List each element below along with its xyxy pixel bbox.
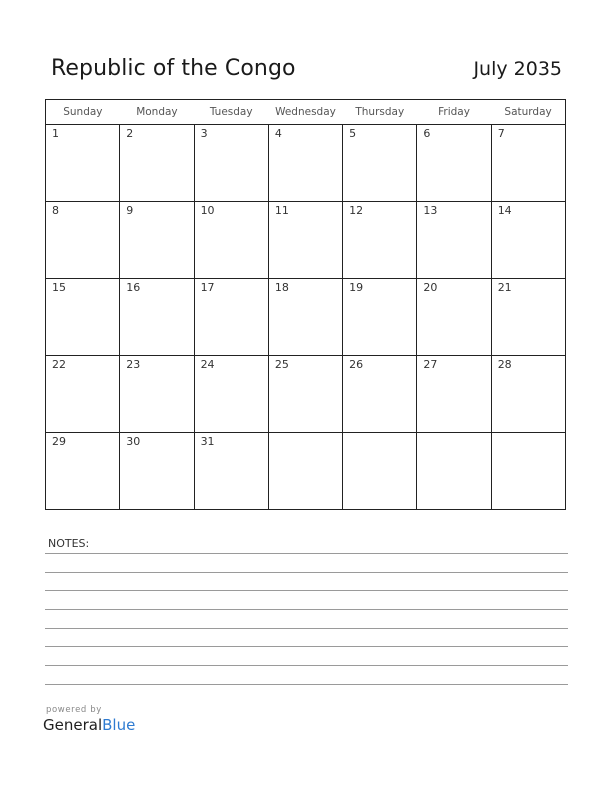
notes-label: NOTES: xyxy=(48,537,90,550)
day-cell xyxy=(120,202,194,279)
day-number: 14 xyxy=(497,204,512,217)
day-cell xyxy=(417,125,491,202)
day-number: 11 xyxy=(274,204,289,217)
day-cell xyxy=(46,125,120,202)
day-cell xyxy=(46,202,120,279)
weekday-sunday: Sunday xyxy=(46,100,120,125)
week-row xyxy=(46,356,566,433)
day-number: 17 xyxy=(200,281,215,294)
note-line xyxy=(45,628,568,629)
day-cell xyxy=(491,433,565,510)
week-row xyxy=(46,202,566,279)
day-cell xyxy=(46,279,120,356)
day-number: 13 xyxy=(423,204,438,217)
day-cell xyxy=(46,433,120,510)
day-cell xyxy=(194,202,268,279)
day-number: 1 xyxy=(52,127,59,140)
day-number: 20 xyxy=(423,281,438,294)
day-cell xyxy=(120,125,194,202)
day-number: 5 xyxy=(349,127,357,140)
day-number: 8 xyxy=(52,204,59,217)
day-number: 3 xyxy=(200,127,208,140)
day-cell xyxy=(343,202,417,279)
generalblue-logo xyxy=(43,716,135,734)
note-line xyxy=(45,609,568,610)
day-cell xyxy=(491,356,565,433)
day-cell xyxy=(491,202,565,279)
weekday-wednesday: Wednesday xyxy=(268,100,342,125)
day-number: 29 xyxy=(52,435,66,448)
weekday-friday: Friday xyxy=(417,100,491,125)
day-cell xyxy=(268,202,342,279)
day-number: 10 xyxy=(200,204,215,217)
day-cell xyxy=(491,279,565,356)
note-line xyxy=(45,572,568,573)
note-line xyxy=(45,590,568,591)
day-number: 31 xyxy=(200,435,215,448)
day-cell xyxy=(194,279,268,356)
day-number: 22 xyxy=(52,358,66,371)
day-number xyxy=(343,433,416,435)
day-number: 16 xyxy=(126,281,141,294)
note-line xyxy=(45,665,568,666)
day-number: 2 xyxy=(126,127,134,140)
week-row xyxy=(46,279,566,356)
day-cell xyxy=(268,433,342,510)
brand-blue: Blue xyxy=(102,716,136,734)
week-row xyxy=(46,125,566,202)
weekday-thursday: Thursday xyxy=(343,100,417,125)
note-line xyxy=(45,646,568,647)
day-cell xyxy=(417,279,491,356)
day-number: 25 xyxy=(274,358,289,371)
day-cell xyxy=(120,279,194,356)
day-cell xyxy=(120,356,194,433)
day-number: 28 xyxy=(497,358,512,371)
weekday-header-row xyxy=(46,100,566,125)
day-cell xyxy=(194,433,268,510)
day-cell xyxy=(268,356,342,433)
weekday-monday: Monday xyxy=(120,100,194,125)
weekday-tuesday: Tuesday xyxy=(194,100,268,125)
day-cell xyxy=(120,433,194,510)
brand-general: General xyxy=(43,716,103,734)
week-row xyxy=(46,433,566,510)
day-number xyxy=(492,433,565,435)
day-cell xyxy=(194,356,268,433)
day-number: 19 xyxy=(349,281,364,294)
day-number: 27 xyxy=(423,358,438,371)
day-number: 24 xyxy=(200,358,215,371)
day-cell xyxy=(268,125,342,202)
day-number: 15 xyxy=(52,281,66,294)
day-cell xyxy=(46,356,120,433)
day-cell xyxy=(491,125,565,202)
day-cell xyxy=(417,356,491,433)
day-number: 4 xyxy=(274,127,282,140)
day-number: 18 xyxy=(274,281,289,294)
weekday-saturday: Saturday xyxy=(491,100,565,125)
day-number: 7 xyxy=(497,127,505,140)
day-number: 12 xyxy=(349,204,364,217)
day-cell xyxy=(417,433,491,510)
day-number xyxy=(269,433,342,435)
day-number: 9 xyxy=(126,204,134,217)
calendar-grid xyxy=(45,99,566,510)
day-number xyxy=(417,433,490,435)
day-cell xyxy=(417,202,491,279)
day-cell xyxy=(268,279,342,356)
day-cell xyxy=(343,125,417,202)
day-cell xyxy=(194,125,268,202)
note-line xyxy=(45,553,568,554)
day-cell xyxy=(343,356,417,433)
note-line xyxy=(45,684,568,685)
month-label: July 2035 xyxy=(473,58,562,80)
day-cell xyxy=(343,279,417,356)
day-number: 21 xyxy=(497,281,512,294)
day-number: 23 xyxy=(126,358,141,371)
day-number: 26 xyxy=(349,358,364,371)
day-cell xyxy=(343,433,417,510)
day-number: 6 xyxy=(423,127,431,140)
powered-by-text: powered by xyxy=(46,705,102,715)
day-number: 30 xyxy=(126,435,141,448)
page-title: Republic of the Congo xyxy=(51,56,296,81)
